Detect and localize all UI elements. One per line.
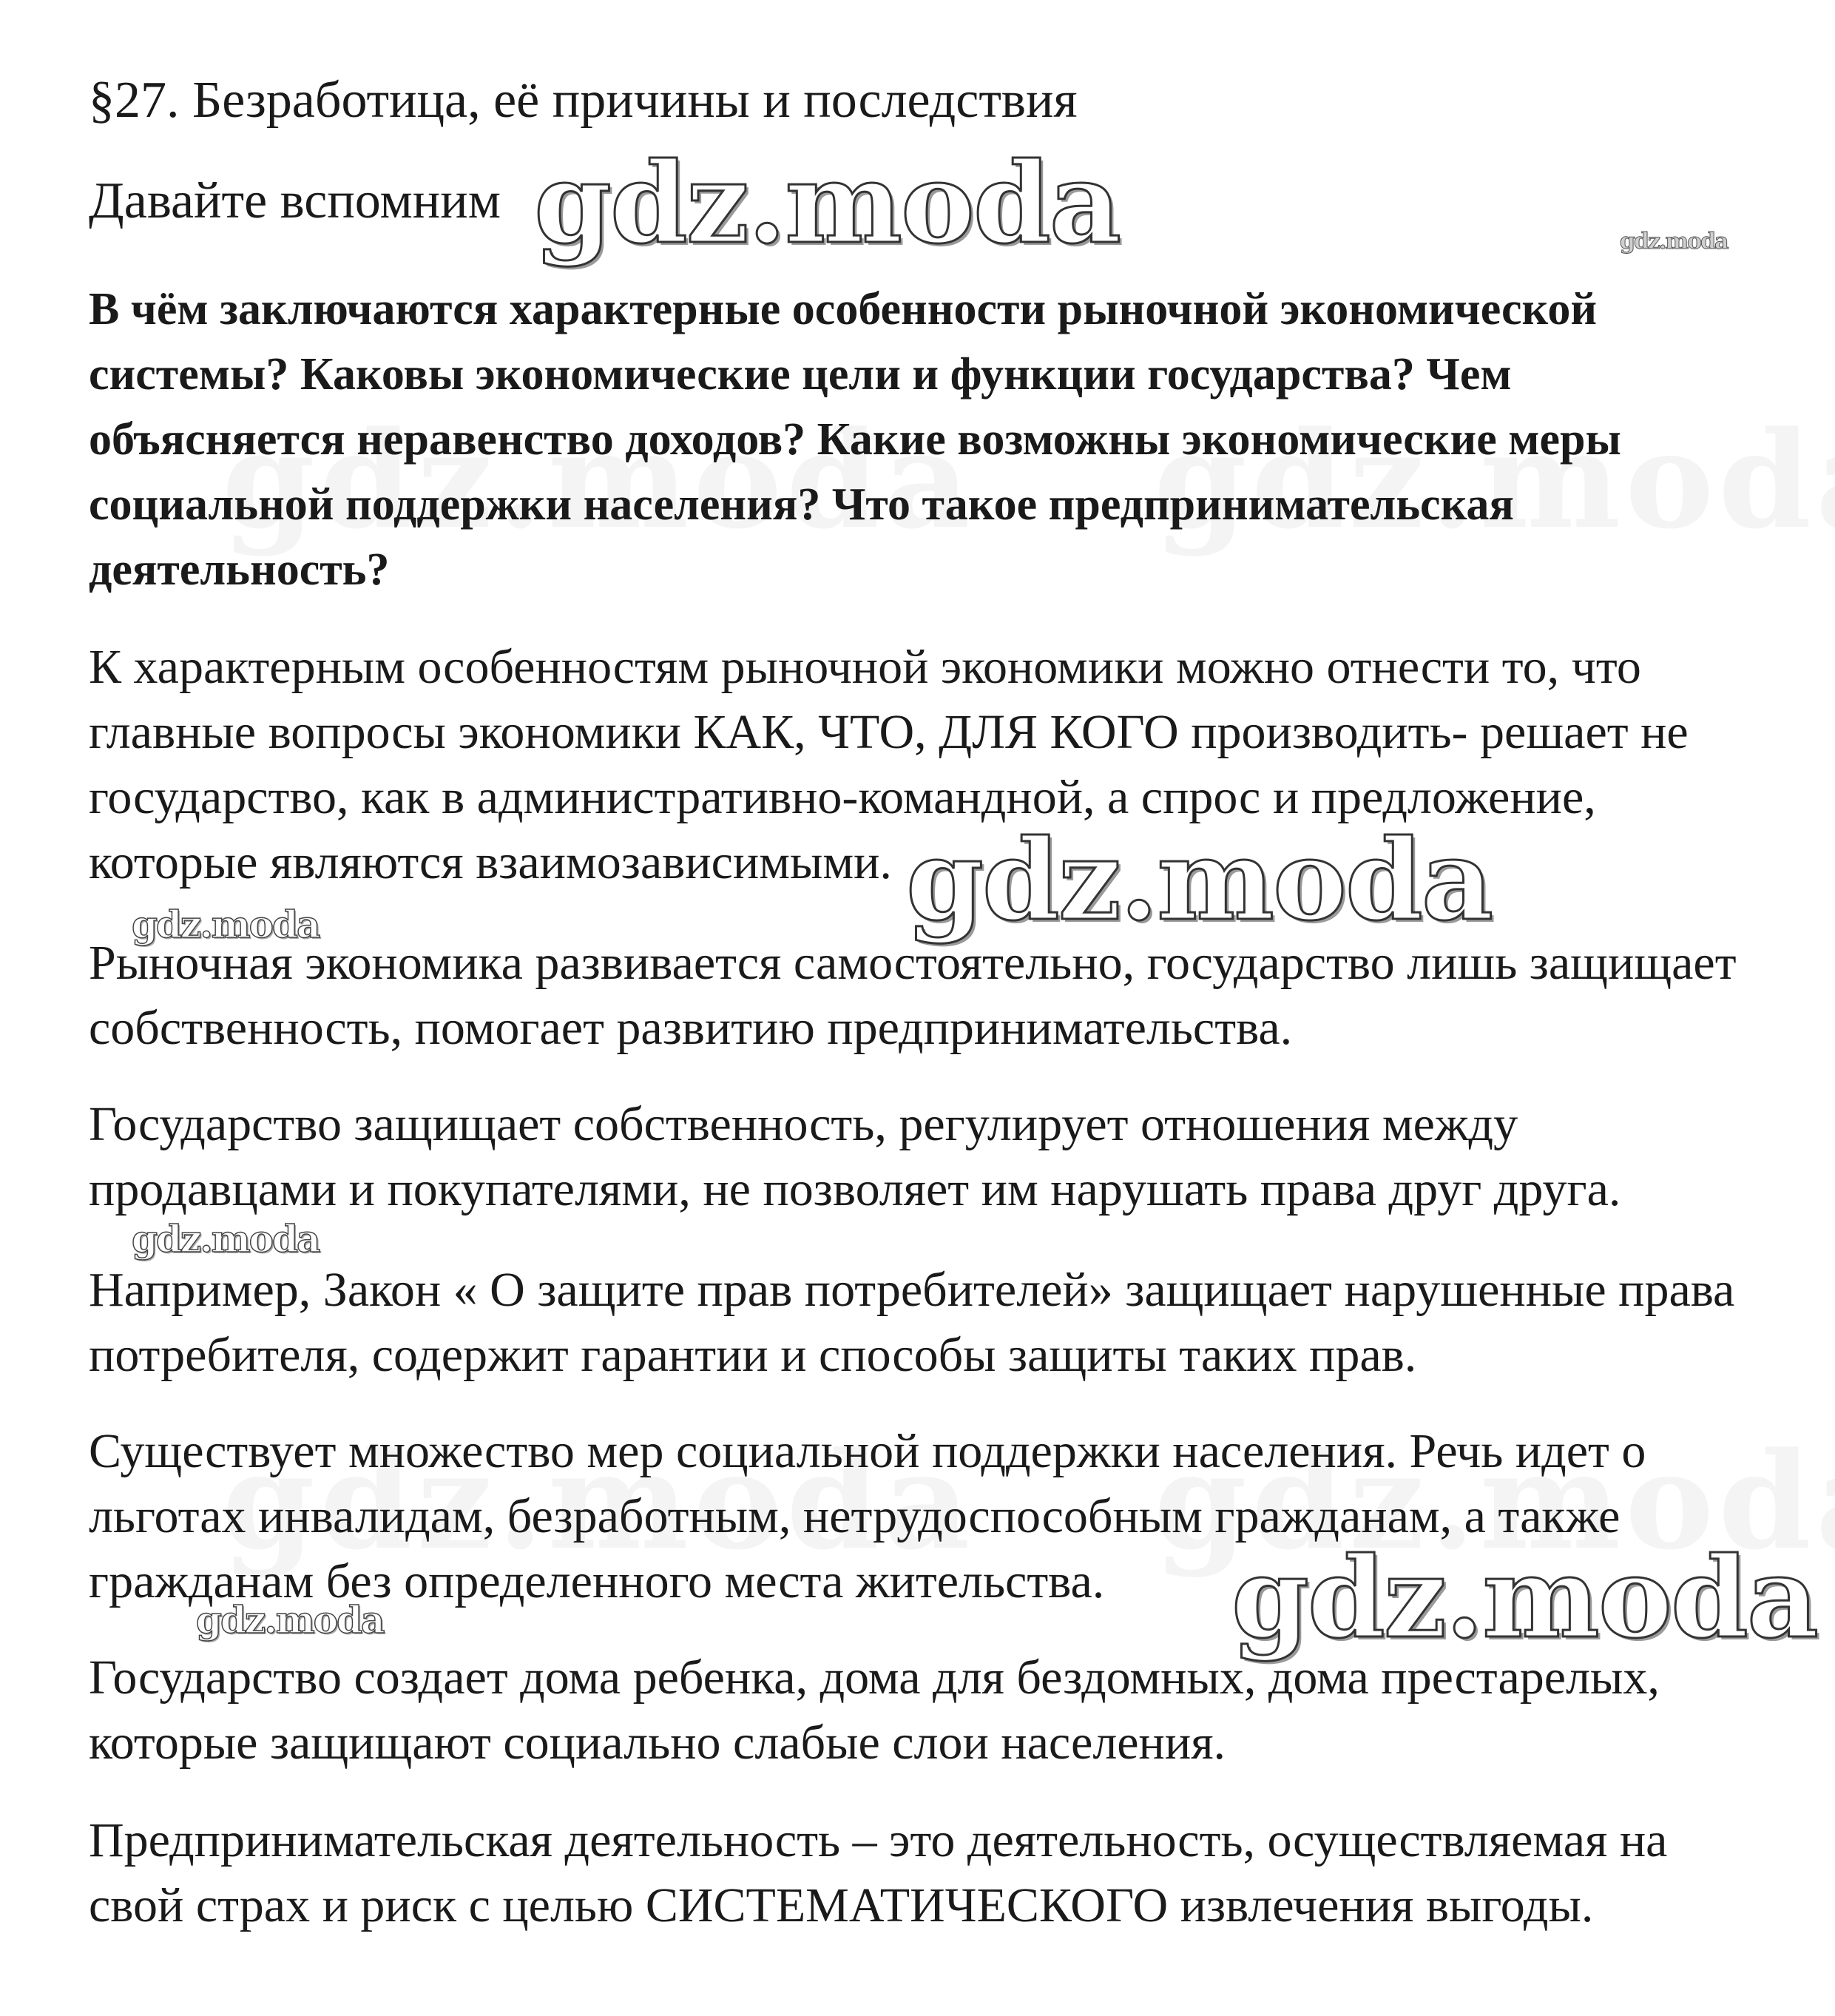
paragraph-line: собственность, помогает развитию предпринимательства. xyxy=(89,1001,1293,1055)
watermark-small: gdz.moda xyxy=(196,1598,384,1642)
paragraph-line: государство, как в административно-командной, а спрос и предложение, xyxy=(89,770,1596,824)
page-title: §27. Безработица, её причины и последствия xyxy=(89,72,1078,129)
section-subheading: Давайте вспомним xyxy=(89,172,501,229)
watermark-small: gdz.moda xyxy=(132,903,320,946)
paragraph-line: гражданам без определенного места жительства. xyxy=(89,1554,1105,1608)
watermark-large: gdz.moda xyxy=(906,815,1493,945)
paragraph-line: Например, Закон « О защите прав потребителей» защищает нарушенные права xyxy=(89,1263,1735,1317)
paragraph-line: главные вопросы экономики КАК, ЧТО, ДЛЯ КОГО производить- решает не xyxy=(89,705,1689,759)
paragraph-line: которые являются взаимозависимыми. xyxy=(89,835,892,889)
question-line: системы? Каковы экономические цели и функции государства? Чем xyxy=(89,349,1512,400)
paragraph-line: свой страх и риск с целью СИСТЕМАТИЧЕСКОГО извлечения выгоды. xyxy=(89,1878,1594,1932)
paragraph-line: К характерным особенностям рыночной экономики можно отнести то, что xyxy=(89,640,1641,694)
watermark-tiny: gdz.moda xyxy=(1620,229,1728,254)
paragraph-line: Существует множество мер социальной поддержки населения. Речь идет о xyxy=(89,1424,1646,1478)
paragraph-line: Государство защищает собственность, регулирует отношения между xyxy=(89,1097,1518,1151)
watermark-small: gdz.moda xyxy=(132,1217,320,1261)
paragraph-line: Предпринимательская деятельность – это деятельность, осуществляемая на xyxy=(89,1813,1668,1867)
question-line: деятельность? xyxy=(89,545,390,595)
paragraph-line: Государство создает дома ребенка, дома для бездомных, дома престарелых, xyxy=(89,1651,1660,1705)
watermark-large: gdz.moda xyxy=(534,138,1121,269)
question-line: объясняется неравенство доходов? Какие возможны экономические меры xyxy=(89,414,1621,465)
question-line: В чём заключаются характерные особенности рыночной экономической xyxy=(89,284,1598,334)
paragraph-line: льготах инвалидам, безработным, нетрудоспособным гражданам, а также xyxy=(89,1489,1621,1543)
paragraph-line: продавцами и покупателями, не позволяет им нарушать права друг друга. xyxy=(89,1162,1621,1216)
paragraph-line: потребителя, содержит гарантии и способы защиты таких прав. xyxy=(89,1328,1417,1382)
watermark-large: gdz.moda xyxy=(1231,1533,1818,1663)
paragraph-line: которые защищают социально слабые слои населения. xyxy=(89,1716,1226,1770)
question-line: социальной поддержки населения? Что такое предпринимательская xyxy=(89,479,1514,530)
paragraph-line: Рыночная экономика развивается самостоятельно, государство лишь защищает xyxy=(89,936,1737,990)
